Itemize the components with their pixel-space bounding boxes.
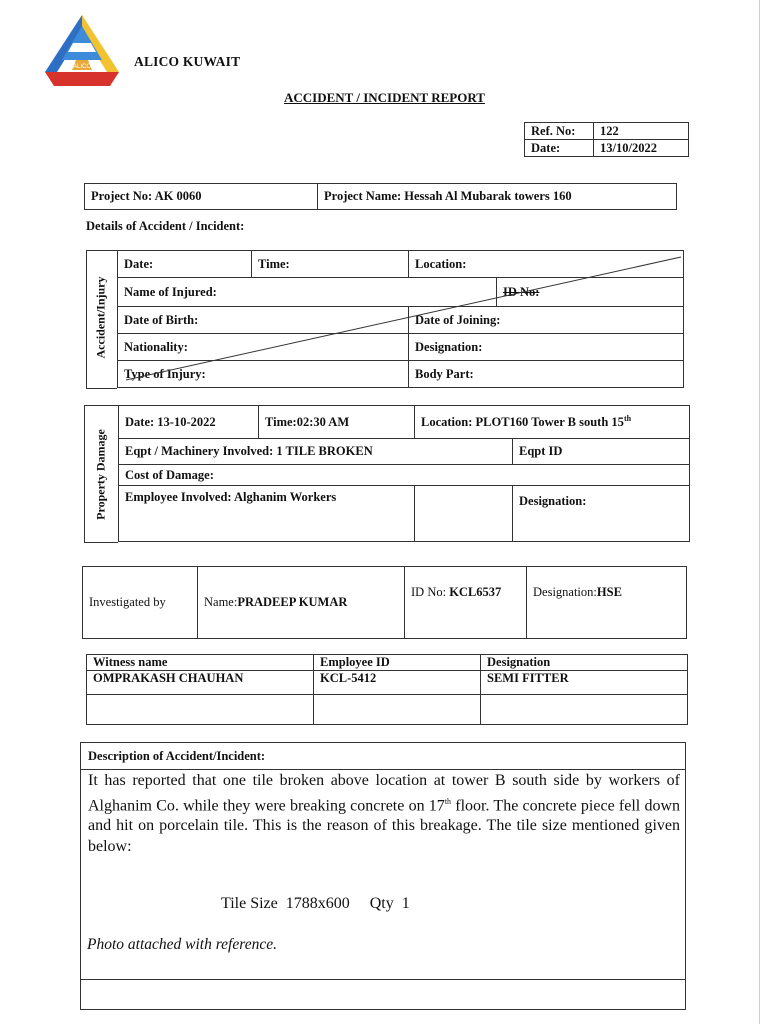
project-table [84, 183, 677, 210]
injury-name: Name of Injured: [118, 278, 497, 307]
description-text: It has reported that one tile broken above location at tower B south side by workers of Alghanim Co. while they were breaking concrete on 17th floor. The concrete piece fell down and hit on porcelain tile. This is the reason of this breakage. The tile size mentioned given below: [88, 772, 681, 855]
ref-value: 122 [594, 123, 689, 140]
strike-line [86, 250, 693, 389]
property-date: Date: 13-10-2022 [119, 406, 259, 439]
description-heading: Description of Accident/Incident: [81, 743, 685, 770]
alico-logo [40, 12, 124, 88]
property-block [84, 405, 695, 543]
investigator-id: ID No: KCL6537 [405, 567, 527, 639]
property-eqpt-id: Eqpt ID [513, 439, 690, 465]
injury-nationality: Nationality: [118, 334, 409, 361]
property-eqpt: Eqpt / Machinery Involved: 1 TILE BROKEN [119, 439, 513, 465]
property-designation: Designation: [513, 486, 690, 542]
project-no: Project No: AK 0060 [85, 184, 318, 210]
details-label: Details of Accident / Incident: [86, 219, 245, 233]
date-value: 13/10/2022 [594, 140, 689, 157]
witness-empty-cell [481, 695, 688, 725]
witness-designation: SEMI FITTER [481, 671, 688, 695]
injury-id-no: ID No: [497, 278, 684, 307]
injury-body-part: Body Part: [409, 361, 684, 388]
witness-name: OMPRAKASH CHAUHAN [87, 671, 314, 695]
injury-date: Date: [118, 251, 252, 278]
witness-employee-id: KCL-5412 [314, 671, 481, 695]
injury-dob: Date of Birth: [118, 307, 409, 334]
report-title: ACCIDENT / INCIDENT REPORT [284, 90, 485, 105]
injury-side-label: Accident/Injury [93, 276, 108, 359]
property-employee: Employee Involved: Alghanim Workers [119, 486, 415, 542]
property-time: Time:02:30 AM [259, 406, 415, 439]
investigator-name: Name:PRADEEP KUMAR [198, 567, 405, 639]
tile-size-line: Tile Size 1788x600 Qty 1 [221, 895, 410, 912]
injury-block [86, 250, 693, 389]
injury-doj: Date of Joining: [409, 307, 684, 334]
ref-table [524, 122, 689, 157]
injury-time: Time: [252, 251, 409, 278]
investigated-by-label: Investigated by [83, 567, 198, 639]
investigation-table [82, 566, 687, 639]
description-box [80, 742, 686, 1010]
photo-note: Photo attached with reference. [87, 936, 277, 953]
witness-table [86, 654, 688, 725]
injury-location: Location: [409, 251, 684, 278]
witness-header-name: Witness name [87, 655, 314, 671]
witness-empty-cell [314, 695, 481, 725]
investigator-designation: Designation:HSE [527, 567, 687, 639]
svg-text:ALICO: ALICO [72, 64, 92, 70]
witness-header-id: Employee ID [314, 655, 481, 671]
company-name: ALICO KUWAIT [134, 54, 241, 69]
ref-label: Ref. No: [525, 123, 594, 140]
injury-type: Type of Injury: [118, 361, 409, 388]
project-name: Project Name: Hessah Al Mubarak towers 160 [318, 184, 677, 210]
property-table [118, 405, 690, 542]
property-side-label: Property Damage [93, 429, 108, 520]
date-label: Date: [525, 140, 594, 157]
description-footer-line [81, 979, 685, 980]
property-cost: Cost of Damage: [119, 465, 690, 486]
property-location: Location: PLOT160 Tower B south 15th [415, 406, 690, 439]
injury-designation: Designation: [409, 334, 684, 361]
witness-empty-cell [87, 695, 314, 725]
property-blank-cell [415, 486, 513, 542]
witness-header-designation: Designation [481, 655, 688, 671]
